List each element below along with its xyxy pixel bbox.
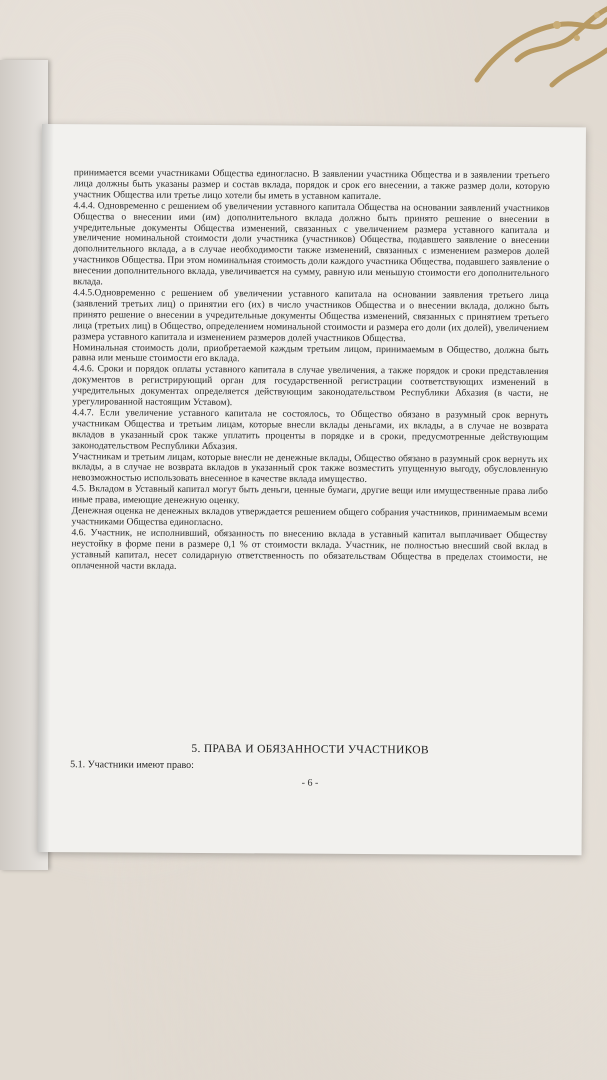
- decorative-ornament: [457, 0, 607, 110]
- paragraph: принимается всеми участниками Общества единогласно. В заявлении участника Общества и в заявлении третьего лица должны быть указаны размер и состав вклада, порядок и срок его внесении, а также размер доли, которую участник Общества или третье лицо хотели бы иметь в уставном капитале.: [73, 167, 550, 202]
- section-first-line: 5.1. Участники имеют право:: [70, 759, 194, 771]
- paragraph: 4.6. Участник, не исполнивший, обязанность по внесению вклада в уставный капитал выплачивает Обществу неустойку в форме пени в размере 0,1 % от стоимости вклада. Участник, не полностью внесший свой вклад в уставный капитал, несет солидарную ответственность по обязательствам Общества в пределах стоимости, не оплаченной части вклада.: [71, 527, 548, 572]
- page-number: - 6 -: [301, 777, 319, 789]
- paragraph: Номинальная стоимость доли, приобретаемой каждым третьим лицом, принимаемым в Общество, должна быть равна или меньше стоимости его вклада.: [72, 341, 549, 365]
- paragraph: 4.4.6. Сроки и порядок оплаты уставного капитала в случае увеличения, а также порядок и сроки представления документов в регистрирующий орган для государственной регистрации соответствующих изменений в учредительных документах определяется действующим законодательством Республики Абхазия (в части, не урегулированной настоящим Уставом).: [72, 363, 549, 409]
- paragraph: 4.4.5.Одновременно с решением об увеличении уставного капитала на основании заявления третьего лица (заявлений третьих лиц) о принятии его (их) в число участников Общества и о внесении вклада, должно быть принято решение о внесении в учредительные документы Общества изменений, связанных с принятием третьего лица (третьих лиц) в Общество, определением номинальной стоимости и размера его доли (их долей), увеличением размера уставного капитала и изменением размеров долей участников Общества.: [72, 287, 549, 344]
- paragraph: 4.4.4. Одновременно с решением об увеличении уставного капитала Общества на основании заявлений участников Общества о внесении ими (им) дополнительного вклада должно быть принято решение о внесении в учредительные документы Общества изменений, связанных с увеличением размера уставного капитала и увеличение номинальной стоимости доли участника (участников) Общества, подавшего заявление о внесении дополнительного вклада, а в случае необходимости также изменений, связанных с изменением размеров долей участников Общества. При этом номинальная стоимость доли каждого участника Общества, подавшего заявление о внесении дополнительного вклада, увеличивается на сумму, равную или меньшую стоимости его дополнительного вклада.: [73, 199, 550, 288]
- paragraph: Денежная оценка не денежных вкладов утверждается решением общего собрания участников, принимаемым всеми участниками Общества единогласно.: [71, 505, 548, 529]
- paragraph: 4.4.7. Если увеличение уставного капитала не состоялось, то Общество обязано в разумный срок вернуть участникам Общества и третьим лицам, которые внесли вклады деньгами, их вклады, а в случае не возврата вкладов в указанный срок также уплатить проценты в порядке и в сроки, предусмотренные действующим законодательством Республики Абхазия.: [72, 407, 549, 452]
- section-heading: 5. ПРАВА И ОБЯЗАННОСТИ УЧАСТНИКОВ: [191, 742, 429, 757]
- document-body: [71, 168, 549, 574]
- document-page: [38, 124, 586, 855]
- paragraph: 4.5. Вкладом в Уставный капитал могут быть деньги, ценные бумаги, другие вещи или имущественные права либо иные права, имеющие денежную оценку.: [71, 483, 548, 507]
- paragraph: Участникам и третьим лицам, которые внесли не денежные вклады, Общество обязано в разумный срок вернуть их вклады, а в случае не возврата вкладов в указанный срок также возместить упущенную выгоду, обусловленную невозможностью использовать внесенное в качестве вклада имущество.: [71, 450, 548, 486]
